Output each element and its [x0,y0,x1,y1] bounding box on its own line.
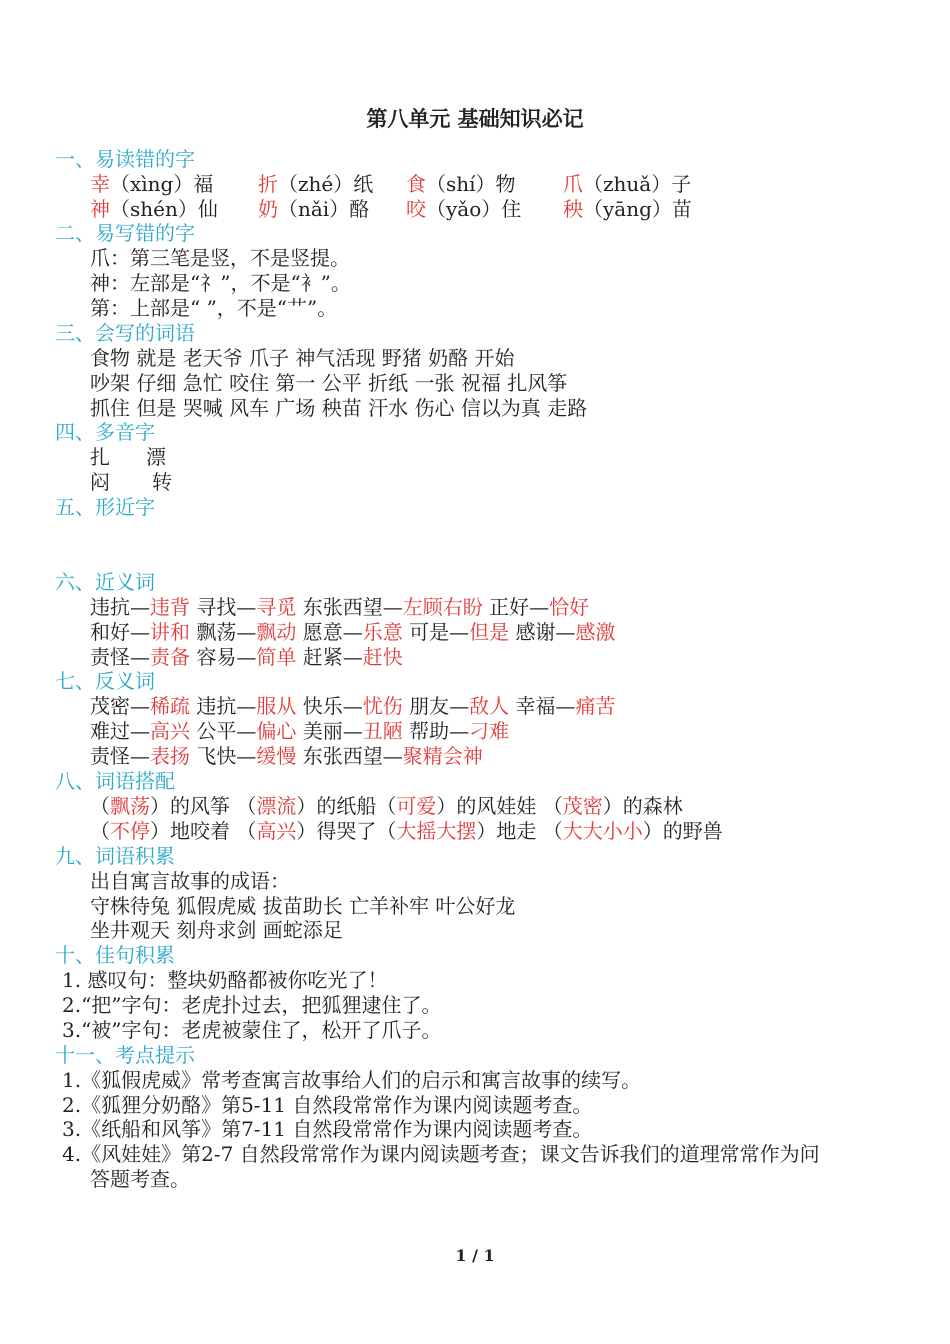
text-line: 食物 就是 老天爷 爪子 神气活现 野猪 奶酪 开始 [90,346,515,370]
text-line: 吵架 仔细 急忙 咬住 第一 公平 折纸 一张 祝福 扎风筝 [90,371,568,395]
pinyin-item: 折（zhé）纸 [258,172,374,196]
pinyin-item: 秧（yāng）苗 [563,197,692,221]
collocation-row: （不停）地咬着 （高兴）得哭了（大摇大摆）地走 （大大小小）的野兽 [90,819,723,843]
text-line: 守株待兔 狐假虎威 拔苗助长 亡羊补牢 叶公好龙 [90,894,516,918]
text-line: 爪：第三笔是竖，不是竖提。 [90,246,350,270]
pinyin-item: 幸（xìng）福 [90,172,214,196]
section-heading-6: 六、近义词 [55,570,155,594]
section-heading-4: 四、多音字 [55,420,155,444]
antonym-row: 茂密—稀疏 违抗—服从 快乐—忧伤 朋友—敌人 幸福—痛苦 [90,694,616,718]
section-heading-11: 十一、考点提示 [55,1043,195,1067]
polyphone-row: 扎 漂 [90,445,166,469]
antonym-row: 难过—高兴 公平—偏心 美丽—丑陋 帮助—刁难 [90,719,510,743]
section-heading-2: 二、易写错的字 [55,221,195,245]
text-line: 抓住 但是 哭喊 风车 广场 秧苗 汗水 伤心 信以为真 走路 [90,396,588,420]
collocation-row: （飘荡）的风筝 （漂流）的纸船（可爱）的风娃娃 （茂密）的森林 [90,794,683,818]
pinyin-item: 食（shí）物 [406,172,516,196]
sentence-item: 2.“把”字句：老虎扑过去，把狐狸逮住了。 [62,993,442,1017]
section-heading-7: 七、反义词 [55,669,155,693]
pinyin-item: 爪（zhuǎ）子 [563,172,692,196]
page-number: 1 / 1 [455,1246,495,1265]
text-line: 神：左部是“礻”，不是“衤”。 [90,271,351,295]
section-heading-10: 十、佳句积累 [55,943,175,967]
synonym-row: 责怪—责备 容易—简单 赶紧—赶快 [90,645,403,669]
pinyin-item: 奶（nǎi）酪 [258,197,370,221]
text-line: 第：上部是“ ”，不是“艹”。 [90,296,338,320]
text-line: 出自寓言故事的成语： [90,869,290,893]
section-heading-1: 一、易读错的字 [55,147,195,171]
tip-item: 4.《风娃娃》第2-7 自然段常常作为课内阅读题考查；课文告诉我们的道理常常作为问 [62,1142,820,1166]
sentence-item: 1. 感叹句：整块奶酪都被你吃光了！ [62,968,388,992]
text-line: 坐井观天 刻舟求剑 画蛇添足 [90,918,343,942]
antonym-row: 责怪—表扬 飞快—缓慢 东张西望—聚精会神 [90,744,483,768]
tip-item: 3.《纸船和风筝》第7-11 自然段常常作为课内阅读题考查。 [62,1117,593,1141]
tip-item-continued: 答题考查。 [90,1167,190,1191]
tip-item: 2.《狐狸分奶酪》第5-11 自然段常常作为课内阅读题考查。 [62,1093,593,1117]
section-heading-8: 八、词语搭配 [55,769,175,793]
synonym-row: 和好—讲和 飘荡—飘动 愿意—乐意 可是—但是 感谢—感激 [90,620,616,644]
page-title: 第八单元 基础知识必记 [366,106,584,131]
tip-item: 1.《狐假虎威》常考查寓言故事给人们的启示和寓言故事的续写。 [62,1068,642,1092]
section-heading-9: 九、词语积累 [55,844,175,868]
sentence-item: 3.“被”字句：老虎被蒙住了，松开了爪子。 [62,1018,442,1042]
pinyin-item: 咬（yǎo）住 [406,197,522,221]
section-heading-5: 五、形近字 [55,495,155,519]
pinyin-item: 神（shén）仙 [90,197,218,221]
section-heading-3: 三、会写的词语 [55,321,195,345]
synonym-row: 违抗—违背 寻找—寻觅 东张西望—左顾右盼 正好—恰好 [90,595,590,619]
polyphone-row: 闷 转 [90,470,172,494]
